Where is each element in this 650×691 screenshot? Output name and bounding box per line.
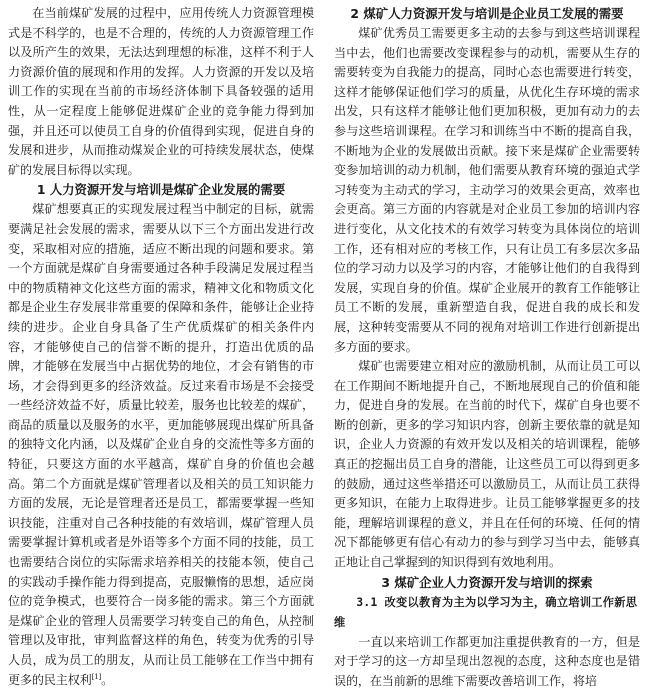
section-1-paragraph [8,200,314,690]
right-column [334,4,640,691]
left-column [8,4,314,690]
section-2-paragraph-2: 煤矿也需要建立相对应的激励机制，从而让员工可以在工作期间不断地提升自己，不断地展现自己的价值和能力，促进自身的发展。在当前的时代下，煤矿自身也要不断的创新，更多的学习知识内容，创新主要依靠的就是知识，企业人力资源的有效开发以及相关的培训课程，能够真正的挖掘出员工自身的潜能，让这些员工可以得到更多的鼓励，通过这些举措还可以激励员工，从而让员工获得更多知识，在能力上取得进步。让员工能够掌握更多的技能，理解培训课程的意义，并且在任何的环境、任何的情况下都能够更有信心有动力的参与到学习当中去，能够真正地让自己掌握到的知识得到有效地利用。 [334,359,640,570]
section-1-body: 煤矿想要真正的实现发展过程当中制定的目标，就需要满足社会发展的需求，需要从以下三个方面出发进行改变，采取相对应的措施，适应不断出现的问题和要求。第一个方面就是煤矿自身需要通过各种手段满足发展过程当中的物质精神文化这些方面的需求，精神文化和物质文化都是企业生存发展非常重要的保障和条件，能够让企业持续的进步。企业自身具备了生产优质煤矿的相关条件内容，才能够使自己的信誉不断的提升，打造出优质的品牌，才能够在发展当中占据优势的地位，才会有销售的市场，才会得到更多的经济效益。反过来看市场是不会接受一些经济效益不好，质量比较差，服务也比较差的煤矿，商品的质量以及服务的水平，更加能够展现出煤矿所具备的独特文化内涵，以及煤矿企业自身的交流性等多方面的特征，只要这方面的水平越高，煤矿自身的价值也会越高。第二个方面就是煤矿管理者以及相关的员工知识能力方面的发展，无论是管理者还是员工，都需要掌握一些知识技能，注重对自己各种技能的有效培训，煤矿管理人员需要掌握计算机或者是外语等多个方面不同的技能，员工也需要结合岗位的实际需求培养相关的技能本领，使自己的实践动手操作能力得到提高，克服懒惰的思想，适应岗位的竞争模式，也要符合一岗多能的需求。第三个方面就是煤矿企业的管理人员需要学习转变自己的角色，从控制管理以及审批，审判监督这样的角色，转变为优秀的引导人员，成为员工的朋友，从而让员工能够在工作当中拥有更多的民主权利 [8,202,314,687]
section-1-end: 。 [101,672,114,687]
section-1-heading: 1 人力资源开发与培训是煤矿企业发展的需要 [36,182,286,198]
section-3-heading: 3 煤矿企业人力资源开发与培训的探索 [381,574,593,590]
intro-paragraph: 在当前煤矿发展的过程中，应用传统人力资源管理模式是不科学的，也是不合理的，传统的人力资源管理工作以及所产生的效果，无法达到理想的标准，这样不利于人力资源价值的展现和作用的发挥。人力资源的开发以及培训工作的实现在当前的市场经济体制下具备较强的适用性，从一定程度上能够促进煤矿企业的竞争能力得到加强，并且还可以使员工自身的价值得到实现，促进自身的发展和进步，从而推动煤炭企业的可持续发展状态，使煤矿的发展目标得以实现。 [8,6,314,177]
citation-1: [1] [91,672,102,681]
section-2-heading: 2 煤矿人力资源开发与培训是企业员工发展的需要 [350,6,624,21]
section-3-paragraph: 一直以来培训工作都更加注重提供教育的一方，但是对于学习的这一方却呈现出忽视的态度，这种态度也是错误的，在当前新的思维下需要改善培训工作，将培 [334,634,640,688]
section-2-paragraph-1: 煤矿优秀员工需要更多主动的去参与到这些培训课程当中去，他们也需要改变课程参与的动机，需要从生存的需要转变为自我能力的提高，同时心态也需要进行转变，这样才能够保证他们学习的质量，从优化生存环境的需求出发，只有这样才能够让他们更加积极，更加有动力的去参与这些培训课程。在学习和训练当中不断的提高自我，不断地为企业的发展做出贡献。接下来是煤矿企业需要转变参加培训的动力机制，他们需要从教育环境的强迫式学习转变为主动式的学习，主动学习的效果会更高，效率也会更高。第三方面的内容就是对企业员工参加的培训内容进行变化，从文化技术的有效学习转变为具体岗位的培训工作，还有相对应的考核工作，只有让员工有多层次多品位的学习动力以及学习的内容，才能够让他们的自我得到发展，实现自身的价值。煤矿企业展开的教育工作能够让员工不断的发展，重新塑造自我，促进自我的成长和发展，这种转变需要从不同的视角对培训工作进行创新提出多方面的要求。 [334,26,640,354]
section-3-1-heading: 3.1 改变以教育为主为以学习为主，确立培训工作新思维 [334,595,638,629]
